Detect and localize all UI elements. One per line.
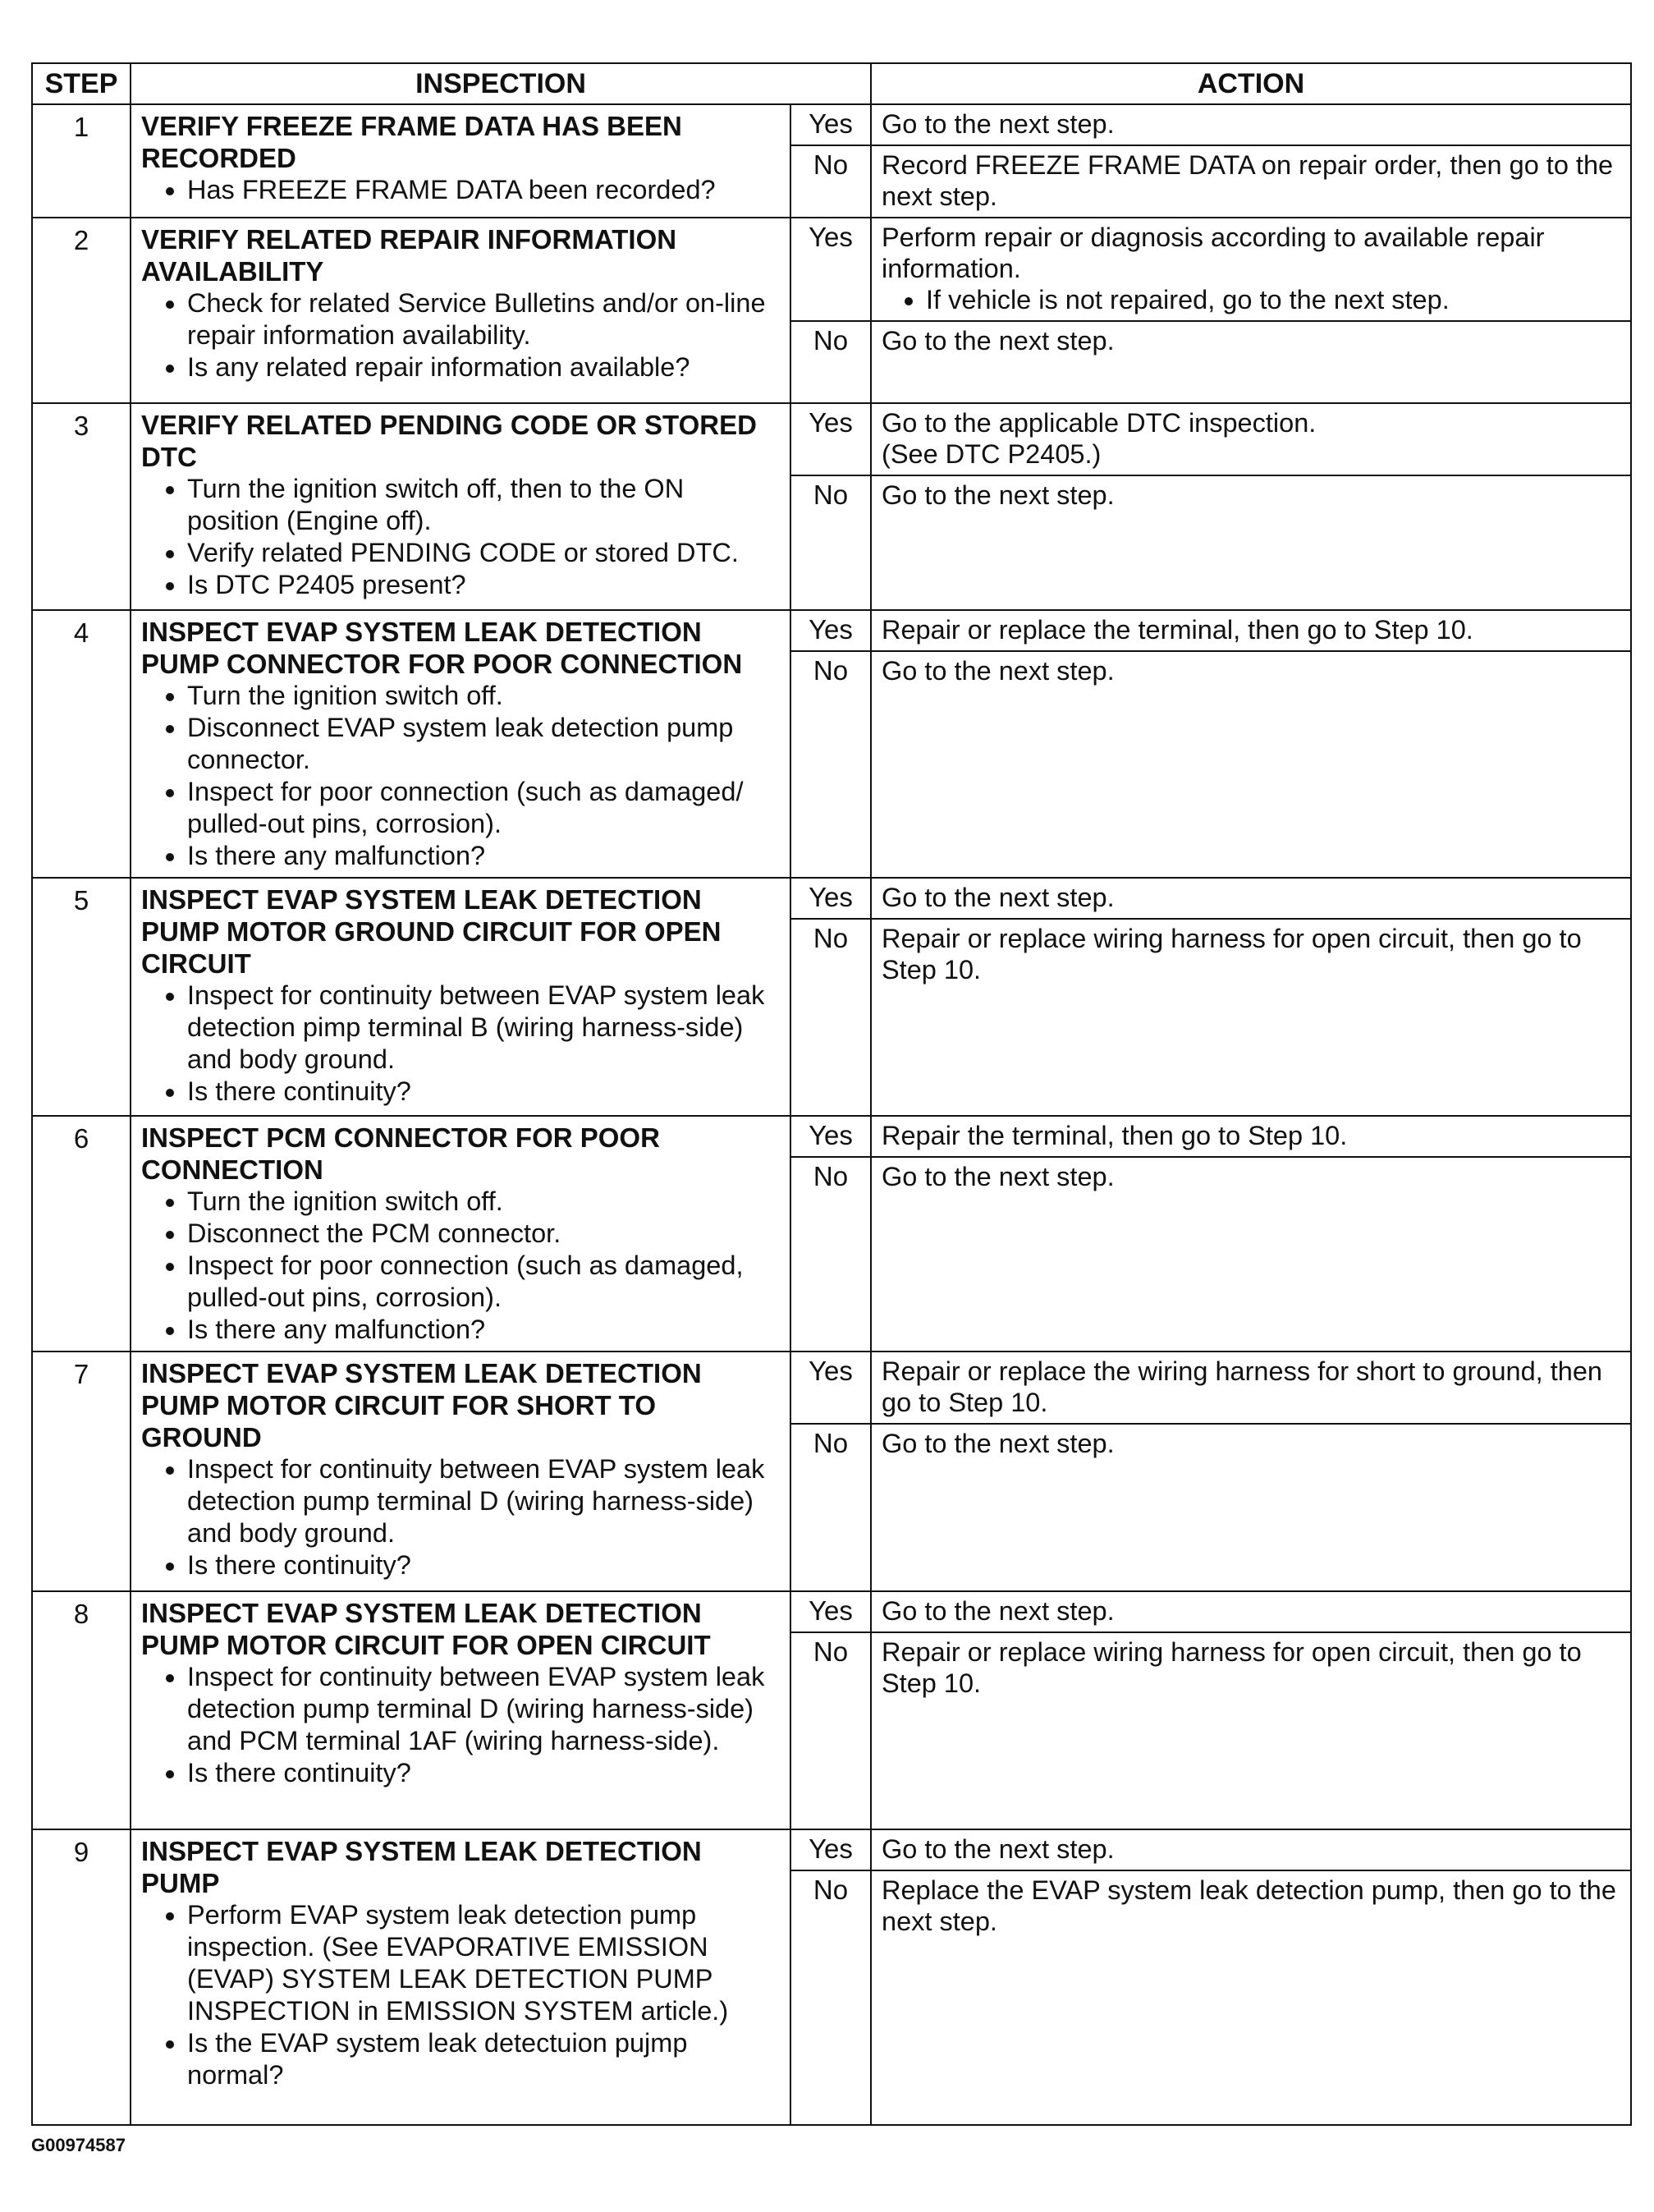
inspection-title: INSPECT EVAP SYSTEM LEAK DETECTION PUMP CONNECTOR FOR POOR CONNECTION <box>141 617 743 679</box>
yes-action-text: Go to the next step. <box>882 1834 1115 1864</box>
yes-action <box>871 1591 1631 1632</box>
inspection-bullet: • Is the EVAP system leak detectuion pujmp normal? <box>187 2027 783 2091</box>
no-action <box>871 1870 1631 2125</box>
inspection-bullet: • Inspect for poor connection (such as damaged, pulled-out pins, corrosion). <box>187 1250 783 1314</box>
yes-label: Yes <box>790 1591 871 1632</box>
yes-label: Yes <box>790 878 871 919</box>
inspection-title: INSPECT EVAP SYSTEM LEAK DETECTION PUMP MOTOR CIRCUIT FOR SHORT TO GROUND <box>141 1358 702 1452</box>
no-action <box>871 919 1631 1116</box>
yes-action-text: Go to the applicable DTC inspection. <box>882 408 1317 438</box>
inspection-bullet: • Perform EVAP system leak detection pump inspection. (See EVAPORATIVE EMISSION (EVAP) SYSTEM LEAK DETECTION PUMP INSPECTION in EMISSION SYSTEM article.) <box>187 1899 783 2027</box>
yes-action-text2: (See DTC P2405.) <box>882 439 1102 469</box>
yes-action <box>871 1116 1631 1157</box>
inspection-cell <box>131 610 790 878</box>
yes-label: Yes <box>790 104 871 145</box>
yes-action <box>871 610 1631 651</box>
inspection-bullet: • Is there continuity? <box>187 1549 783 1581</box>
inspection-bullet: • Inspect for continuity between EVAP system leak detection pimp terminal B (wiring harness-side) and body ground. <box>187 980 783 1076</box>
step-row <box>32 610 1631 651</box>
inspection-title: VERIFY RELATED PENDING CODE OR STORED DTC <box>141 410 757 472</box>
no-label: No <box>790 919 871 1116</box>
inspection-bullet: • Check for related Service Bulletins and/or on-line repair information availability. <box>187 287 783 351</box>
inspection-bullet: • Inspect for continuity between EVAP system leak detection pump terminal D (wiring harness-side) and PCM terminal 1AF (wiring harness-side). <box>187 1661 783 1757</box>
inspection-bullets <box>141 174 783 206</box>
inspection-bullet: • Inspect for poor connection (such as damaged/ pulled-out pins, corrosion). <box>187 776 783 840</box>
yes-label: Yes <box>790 1829 871 1870</box>
no-action-text: Repair or replace wiring harness for open circuit, then go to Step 10. <box>882 924 1582 984</box>
inspection-bullet: • Is there continuity? <box>187 1757 783 1789</box>
inspection-bullets <box>141 473 783 601</box>
inspection-bullet: • Is there continuity? <box>187 1076 783 1108</box>
no-action <box>871 321 1631 403</box>
inspection-bullet: • Is there any malfunction? <box>187 840 783 872</box>
no-action-text: Record FREEZE FRAME DATA on repair order, then go to the next step. <box>882 150 1614 211</box>
no-action <box>871 1157 1631 1352</box>
inspection-bullet: • Disconnect EVAP system leak detection pump connector. <box>187 712 783 776</box>
yes-action-text: Perform repair or diagnosis according to available repair information. <box>882 223 1545 283</box>
step-row <box>32 403 1631 475</box>
step-number: 8 <box>32 1591 131 1829</box>
step-row <box>32 1591 1631 1632</box>
inspection-bullets <box>141 1453 783 1581</box>
step-number: 5 <box>32 878 131 1116</box>
inspection-cell <box>131 1591 790 1829</box>
step-number: 3 <box>32 403 131 610</box>
yes-action-text: Repair the terminal, then go to Step 10. <box>882 1121 1348 1150</box>
inspection-bullet: • Is any related repair information available? <box>187 351 783 383</box>
figure-id: G00974587 <box>31 2135 126 2155</box>
inspection-bullets <box>141 680 783 872</box>
no-label: No <box>790 321 871 403</box>
inspection-cell <box>131 218 790 403</box>
step-number: 4 <box>32 610 131 878</box>
inspection-bullets <box>141 1186 783 1346</box>
step-number: 2 <box>32 218 131 403</box>
yes-action <box>871 1829 1631 1870</box>
step-number: 6 <box>32 1116 131 1352</box>
yes-action-text: Go to the next step. <box>882 1596 1115 1626</box>
no-action-text: Go to the next step. <box>882 1162 1115 1192</box>
document <box>31 62 1630 2126</box>
inspection-title: INSPECT EVAP SYSTEM LEAK DETECTION PUMP MOTOR GROUND CIRCUIT FOR OPEN CIRCUIT <box>141 884 722 979</box>
no-action <box>871 145 1631 218</box>
diagnostic-table <box>31 62 1632 2126</box>
inspection-bullet: • Turn the ignition switch off. <box>187 1186 783 1218</box>
yes-label: Yes <box>790 403 871 475</box>
step-number: 9 <box>32 1829 131 2125</box>
yes-action-text: Repair or replace the wiring harness for short to ground, then go to Step 10. <box>882 1356 1602 1417</box>
yes-action-text: Go to the next step. <box>882 883 1115 912</box>
yes-label: Yes <box>790 218 871 321</box>
yes-action <box>871 878 1631 919</box>
yes-label: Yes <box>790 1116 871 1157</box>
inspection-bullets <box>141 287 783 383</box>
yes-action-text: Repair or replace the terminal, then go to Step 10. <box>882 615 1473 645</box>
inspection-bullet: • Is DTC P2405 present? <box>187 569 783 601</box>
inspection-bullet: • Verify related PENDING CODE or stored DTC. <box>187 537 783 569</box>
inspection-bullet: • Disconnect the PCM connector. <box>187 1218 783 1250</box>
table-body <box>32 104 1631 2125</box>
inspection-header: INSPECTION <box>131 63 871 104</box>
no-label: No <box>790 651 871 878</box>
action-header: ACTION <box>871 63 1631 104</box>
no-action-text: Go to the next step. <box>882 326 1115 356</box>
no-action <box>871 1424 1631 1591</box>
yes-action-bullet: • If vehicle is not repaired, go to the next step. <box>926 284 1622 315</box>
step-row <box>32 1352 1631 1424</box>
step-number: 1 <box>32 104 131 218</box>
no-action <box>871 1632 1631 1829</box>
no-action-text: Replace the EVAP system leak detection pump, then go to the next step. <box>882 1875 1616 1936</box>
inspection-title: INSPECT EVAP SYSTEM LEAK DETECTION PUMP MOTOR CIRCUIT FOR OPEN CIRCUIT <box>141 1598 711 1660</box>
inspection-title: INSPECT PCM CONNECTOR FOR POOR CONNECTION <box>141 1122 660 1185</box>
yes-action-bullets <box>882 284 1622 315</box>
step-row <box>32 104 1631 145</box>
inspection-bullet: • Has FREEZE FRAME DATA been recorded? <box>187 174 783 206</box>
inspection-cell <box>131 1352 790 1591</box>
inspection-cell <box>131 104 790 218</box>
inspection-title: VERIFY FREEZE FRAME DATA HAS BEEN RECORDED <box>141 111 682 173</box>
no-action-text: Go to the next step. <box>882 656 1115 686</box>
inspection-cell <box>131 1116 790 1352</box>
no-action-text: Repair or replace wiring harness for open circuit, then go to Step 10. <box>882 1637 1582 1698</box>
yes-label: Yes <box>790 1352 871 1424</box>
yes-action <box>871 104 1631 145</box>
no-label: No <box>790 475 871 610</box>
inspection-bullet: • Turn the ignition switch off. <box>187 680 783 712</box>
yes-action <box>871 218 1631 321</box>
no-action <box>871 651 1631 878</box>
no-label: No <box>790 1424 871 1591</box>
step-header: STEP <box>32 63 131 104</box>
inspection-bullet: • Turn the ignition switch off, then to the ON position (Engine off). <box>187 473 783 537</box>
yes-label: Yes <box>790 610 871 651</box>
header-row <box>32 63 1631 104</box>
step-row <box>32 1829 1631 1870</box>
yes-action <box>871 403 1631 475</box>
yes-action-text: Go to the next step. <box>882 109 1115 139</box>
no-action-text: Go to the next step. <box>882 1429 1115 1458</box>
inspection-bullets <box>141 1899 783 2091</box>
yes-action <box>871 1352 1631 1424</box>
no-label: No <box>790 1157 871 1352</box>
inspection-title: INSPECT EVAP SYSTEM LEAK DETECTION PUMP <box>141 1836 702 1898</box>
no-label: No <box>790 145 871 218</box>
inspection-bullets <box>141 980 783 1108</box>
step-row <box>32 1116 1631 1157</box>
no-action-text: Go to the next step. <box>882 480 1115 510</box>
inspection-cell <box>131 1829 790 2125</box>
inspection-bullet: • Is there any malfunction? <box>187 1314 783 1346</box>
no-action <box>871 475 1631 610</box>
step-row <box>32 218 1631 321</box>
step-number: 7 <box>32 1352 131 1591</box>
no-label: No <box>790 1870 871 2125</box>
inspection-cell <box>131 878 790 1116</box>
inspection-title: VERIFY RELATED REPAIR INFORMATION AVAILABILITY <box>141 224 677 287</box>
inspection-bullet: • Inspect for continuity between EVAP system leak detection pump terminal D (wiring harness-side) and body ground. <box>187 1453 783 1549</box>
step-row <box>32 878 1631 919</box>
no-label: No <box>790 1632 871 1829</box>
inspection-cell <box>131 403 790 610</box>
inspection-bullets <box>141 1661 783 1789</box>
